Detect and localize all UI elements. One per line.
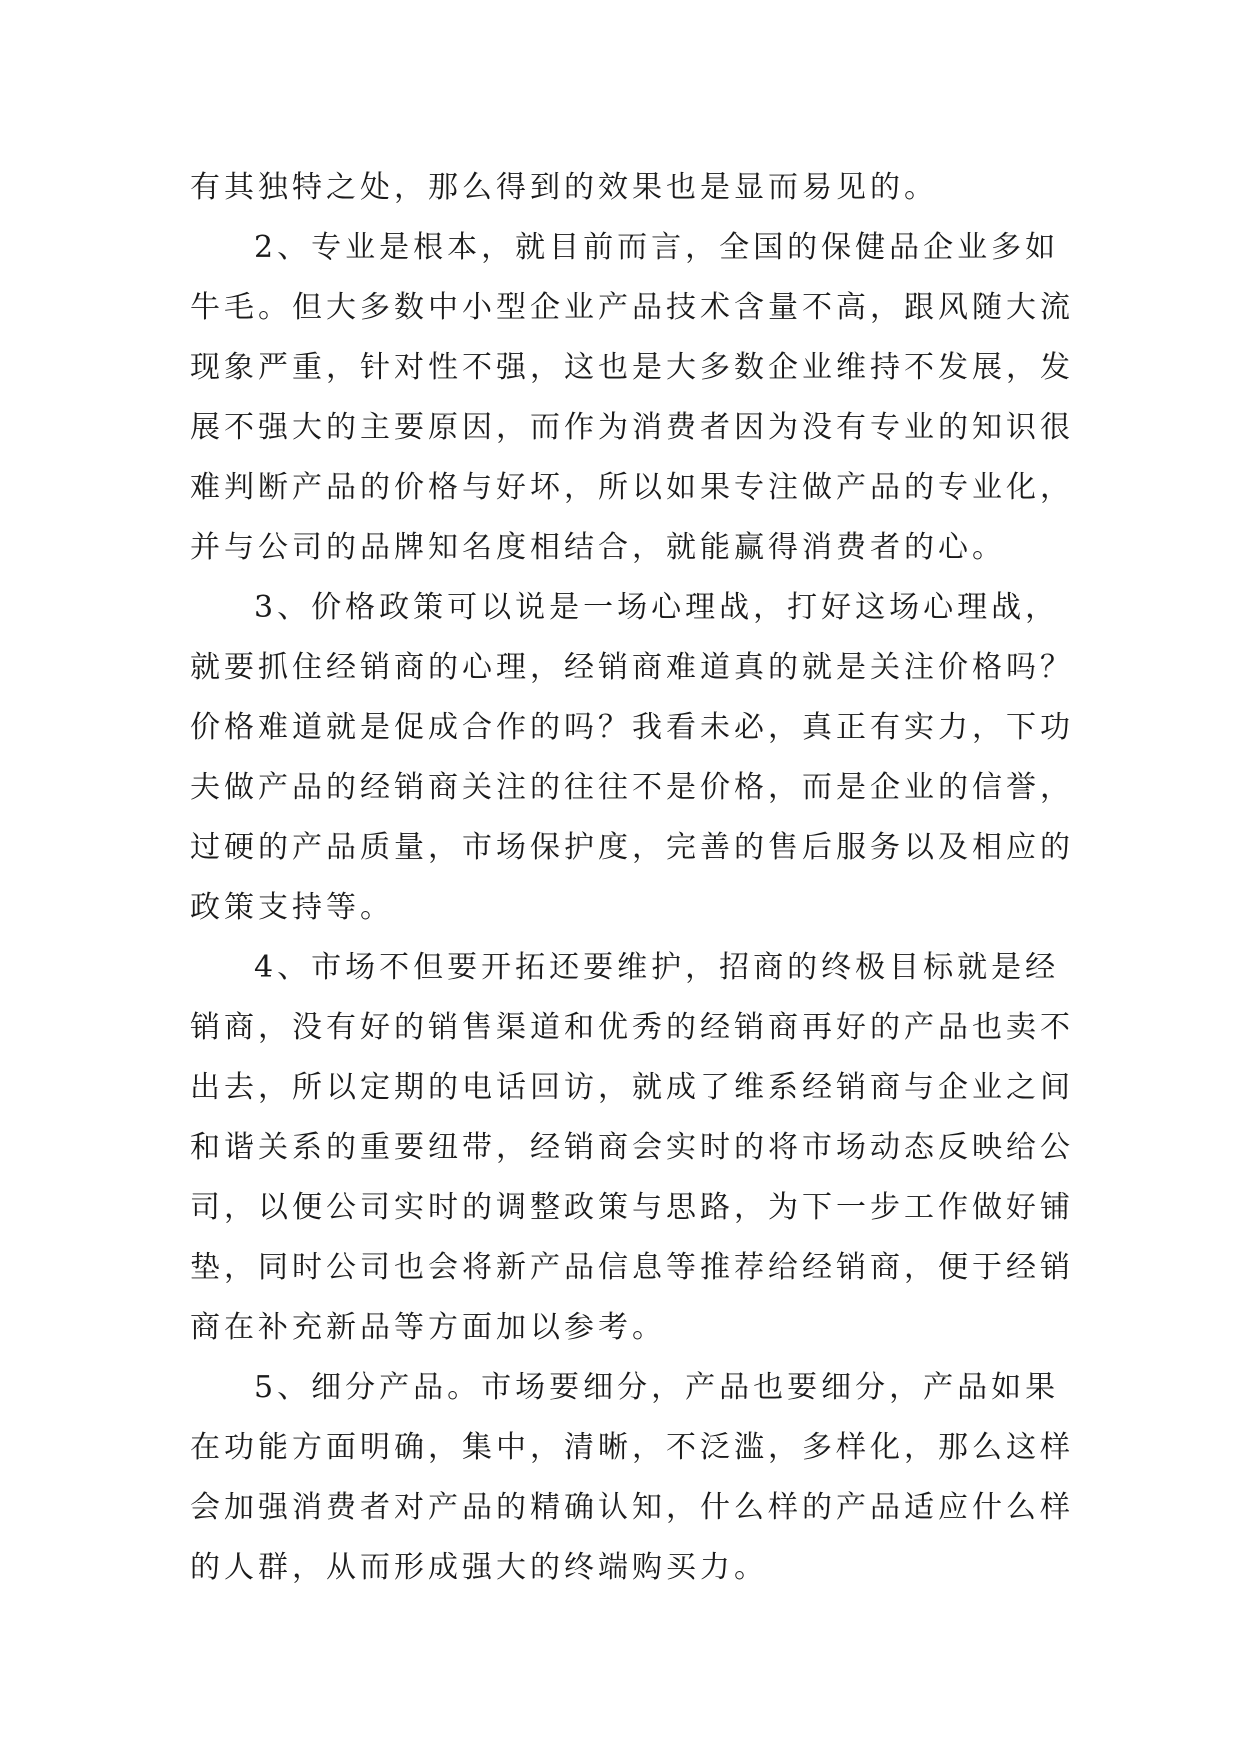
text-line: 垫，同时公司也会将新产品信息等推荐给经销商，便于经销 [190,1250,1074,1285]
text-line: 销商，没有好的销售渠道和优秀的经销商再好的产品也卖不 [190,1010,1074,1045]
paragraph-2-first-line: 2、专业是根本，就目前而言，全国的保健品企业多如 [254,230,1060,265]
text-line: 牛毛。但大多数中小型企业产品技术含量不高，跟风随大流 [190,290,1074,325]
text-line: 政策支持等。 [190,890,394,925]
body-text [190,158,1074,1598]
text-line: 就要抓住经销商的心理，经销商难道真的就是关注价格吗？ [190,650,1074,685]
text-line: 现象严重，针对性不强，这也是大多数企业维持不发展，发 [190,350,1074,385]
text-line: 和谐关系的重要纽带，经销商会实时的将市场动态反映给公 [190,1130,1074,1165]
text-line: 会加强消费者对产品的精确认知，什么样的产品适应什么样 [190,1490,1074,1525]
text-line: 司，以便公司实时的调整政策与思路，为下一步工作做好铺 [190,1190,1074,1225]
paragraph-3-first-line: 3、价格政策可以说是一场心理战，打好这场心理战， [254,590,1060,625]
text-line: 展不强大的主要原因，而作为消费者因为没有专业的知识很 [190,410,1074,445]
text-line: 并与公司的品牌知名度相结合，就能赢得消费者的心。 [190,530,1006,565]
text-line: 难判断产品的价格与好坏，所以如果专注做产品的专业化， [190,470,1074,505]
text-line: 有其独特之处，那么得到的效果也是显而易见的。 [190,170,938,205]
text-line: 在功能方面明确，集中，清晰，不泛滥，多样化，那么这样 [190,1430,1074,1465]
text-line: 价格难道就是促成合作的吗？我看未必，真正有实力，下功 [190,710,1074,745]
text-line: 商在补充新品等方面加以参考。 [190,1310,666,1345]
paragraph-4-first-line: 4、市场不但要开拓还要维护，招商的终极目标就是经 [254,950,1060,985]
text-line: 出去，所以定期的电话回访，就成了维系经销商与企业之间 [190,1070,1074,1105]
text-line: 过硬的产品质量，市场保护度，完善的售后服务以及相应的 [190,830,1074,865]
paragraph-5-first-line: 5、细分产品。市场要细分，产品也要细分，产品如果 [254,1370,1060,1405]
text-line: 的人群，从而形成强大的终端购买力。 [190,1550,768,1585]
text-line: 夫做产品的经销商关注的往往不是价格，而是企业的信誉， [190,770,1074,805]
